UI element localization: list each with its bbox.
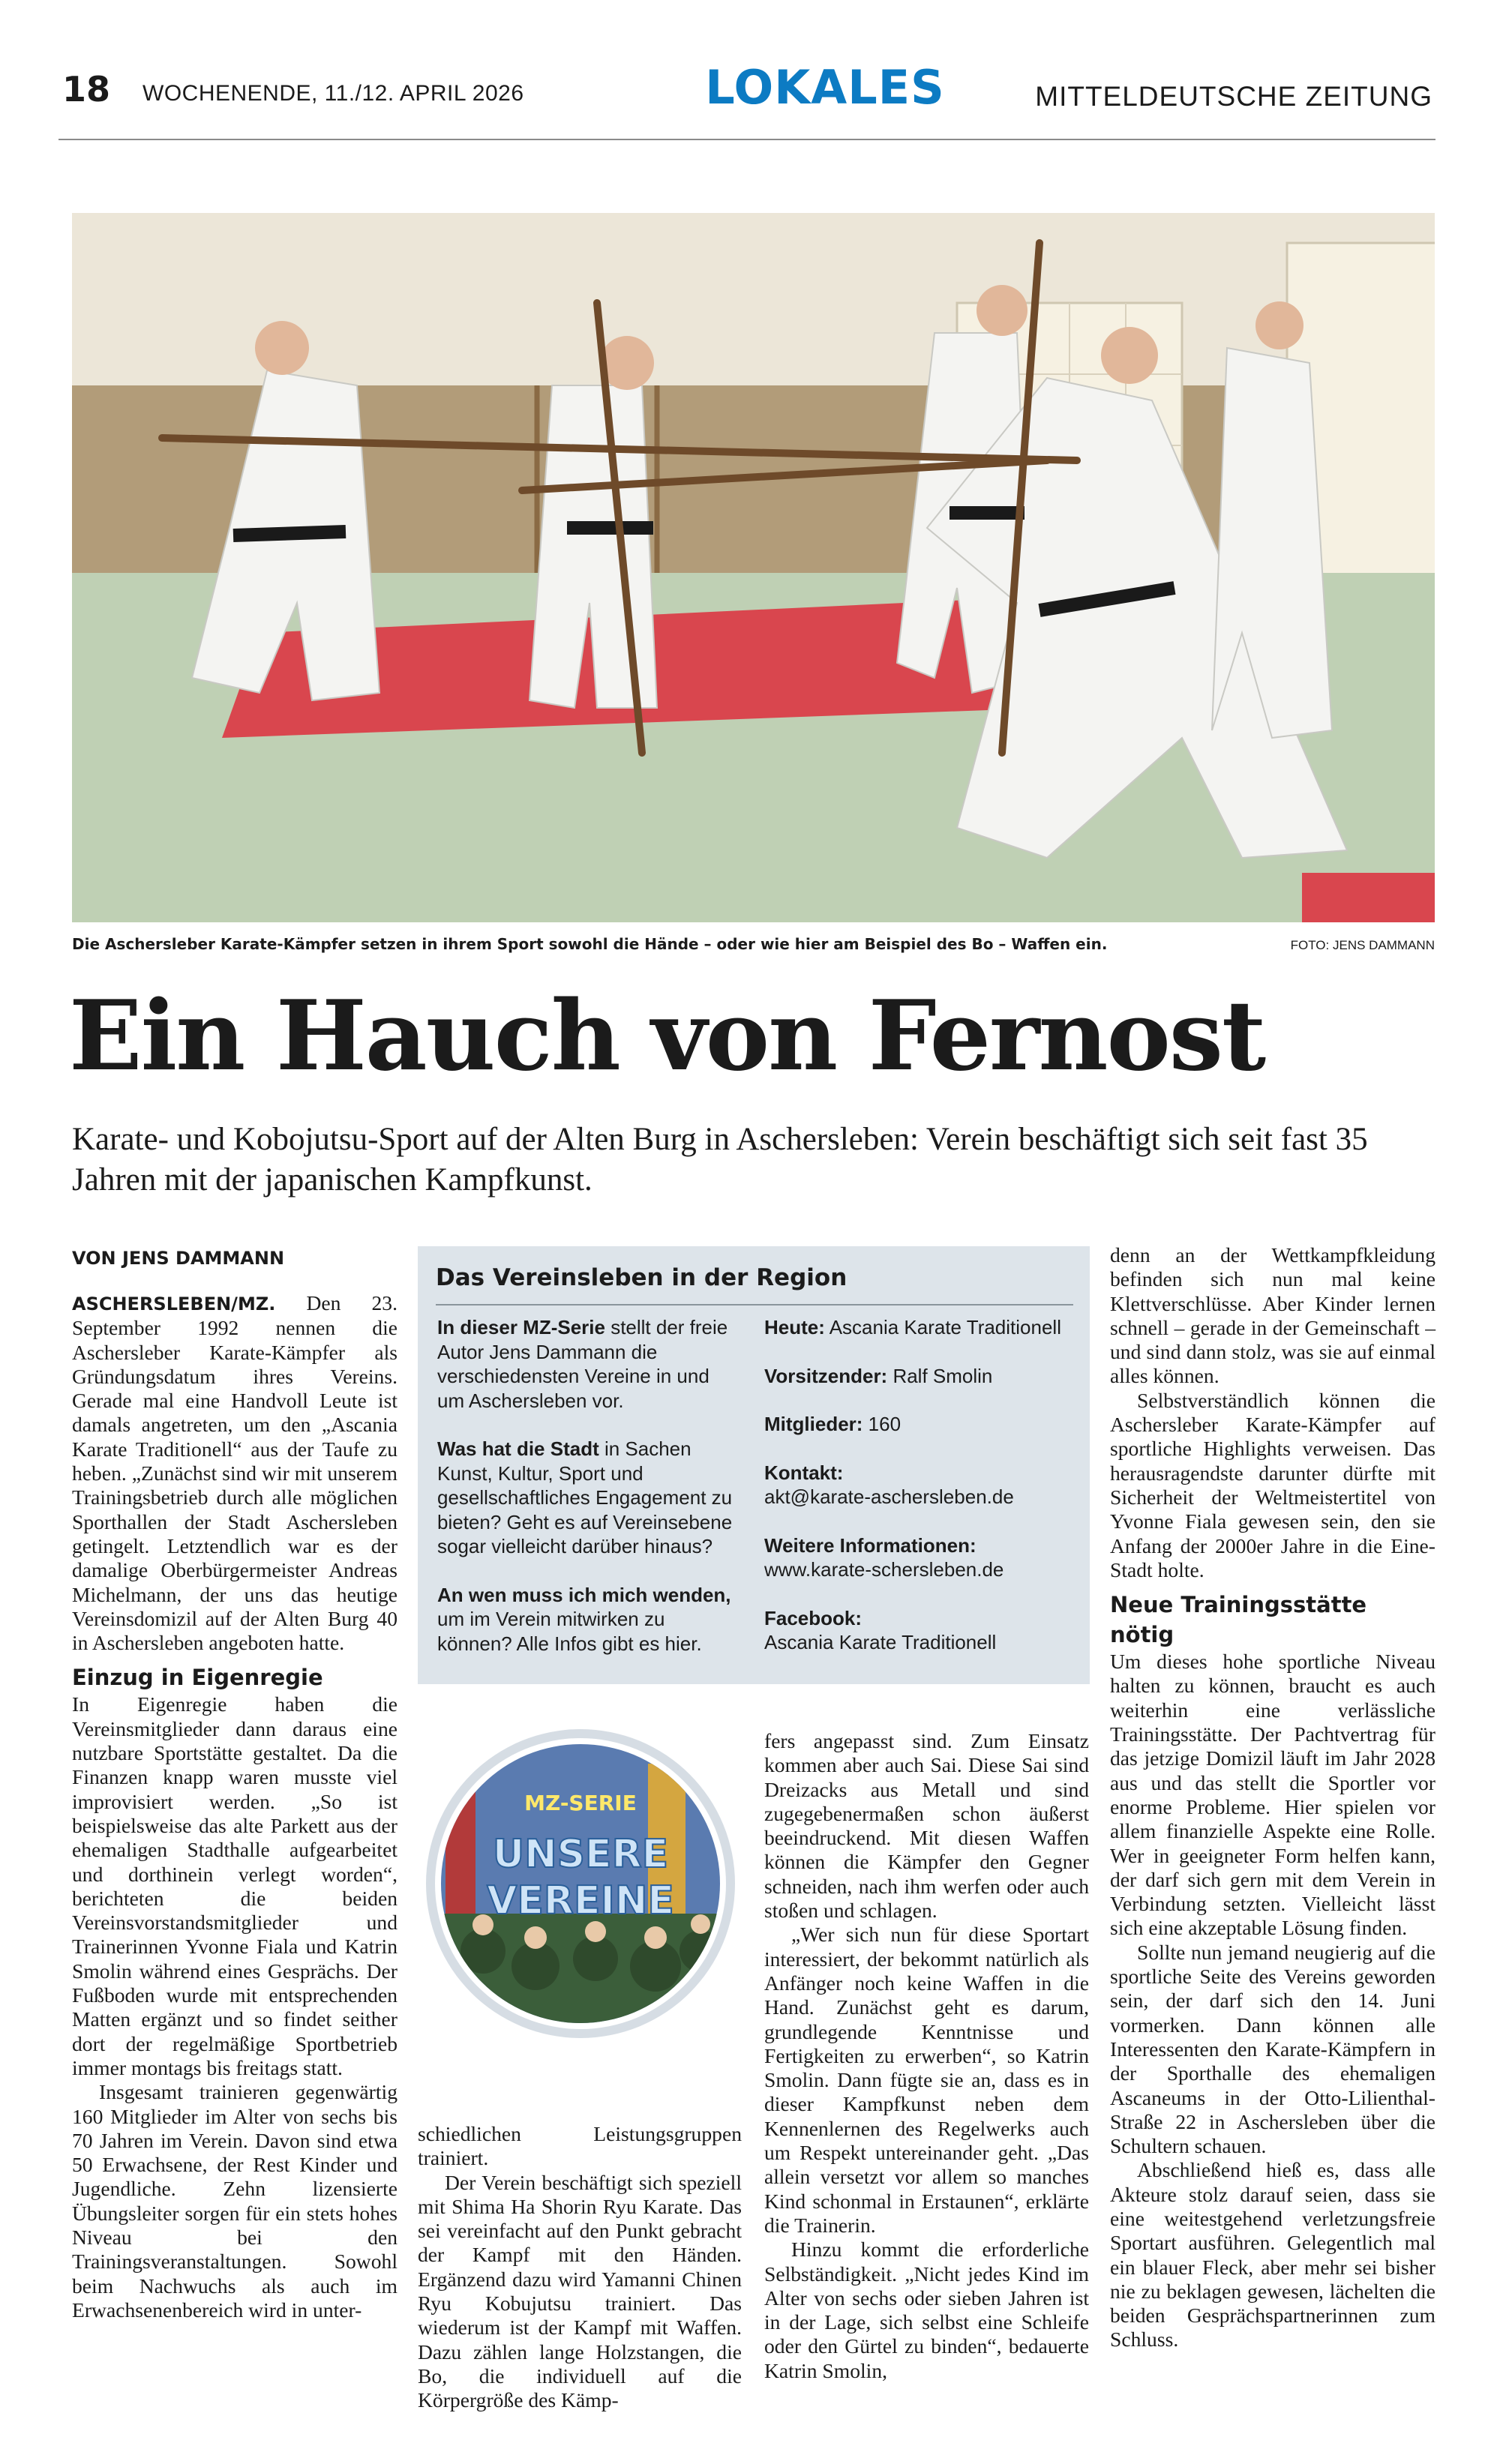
fact-kontakt: Kontakt: akt@karate-aschersleben.de xyxy=(764,1461,1079,1509)
info-paragraph: In dieser MZ-Serie stellt der freie Autor Jens Dammann die verschiedensten Vereine in und um Aschersleben vor. xyxy=(437,1316,728,1412)
headline: Ein Hauch von Fernost xyxy=(69,980,1265,1093)
series-badge xyxy=(423,1726,738,2041)
subheadline: Karate- und Kobojutsu-Sport auf der Alten Burg in Aschersleben: Verein beschäftigt sich seit fast 35 Jahren mit der japanischen Kampfkunst. xyxy=(72,1122,1368,1198)
info-paragraph: An wen muss ich mich wenden, um im Verein mitwirken zu können? Alle Infos gibt es hier. xyxy=(437,1583,731,1655)
info-box-intro xyxy=(437,1315,737,1680)
masthead-rule xyxy=(58,139,1436,140)
dateline: ASCHERSLEBEN/MZ. xyxy=(72,1293,276,1314)
paragraph: Der Verein beschäftigt sich speziell mit Shima Ha Shorin Ryu Karate. Das sei vereinfacht auf den Punkt gebracht der Kampf mit den Händen. Ergänzend dazu wird Yamanni Chinen Ryu Kobujutsu trainiert. Das wiederum ist der Kampf mit Waffen. Dazu zählen lange Holzstangen, die Bo, die individuell auf die Körpergröße des Kämp- xyxy=(418,2170,742,2412)
article-photo xyxy=(72,213,1435,922)
paragraph: Sollte nun jemand neugierig auf die sportliche Seite des Vereins geworden sein, der darf sich den 14. Juni vormerken. Dann können alle Interessenten den Karate-Kämpfern in der Sporthalle des ehemaligen Ascaneums in der Otto-Lilienthal-Straße 22 in Aschersleben über die Schultern schauen. xyxy=(1110,1940,1436,2158)
info-box-facts xyxy=(764,1315,1079,1679)
section-title: LOKALES xyxy=(705,60,945,115)
paragraph: Insgesamt trainieren gegenwärtig 160 Mitglieder im Alter von sechs bis 70 Jahren im Verein. Davon sind etwa 50 Erwachsene, der Rest Kinder und Jugendliche. Zehn lizensierte Übungsleiter sorgen für ein stets hohes Niveau bei den Trainingsveranstaltungen. Sowohl beim Nachwuchs als auch im Erwachsenenbereich wird in unter- xyxy=(72,2080,398,2322)
article-column-1 xyxy=(72,1291,398,2322)
subheading: Neue Trainingsstätte nötig xyxy=(1110,1592,1367,1648)
fact-vorsitzender: Vorsitzender: Ralf Smolin xyxy=(764,1364,993,1387)
paragraph: ASCHERSLEBEN/MZ. Den 23. September 1992 nennen die Aschersleber Karate-Kämpfer als Gründungsdatum ihres Vereins. Gerade mal eine Handvoll Leute ist damals angetreten, um den „Ascania Karate Traditionell“ aus der Taufe zu heben. „Zunächst sind wir mit unserem Trainingsbetrieb durch alle möglichen Sporthallen der Stadt Aschersleben getingelt. Letztendlich war es der damalige Oberbürgermeister Andreas Michelmann, der uns das heutige Vereinsdomizil auf der Alten Burg 40 in Aschersleben angeboten hatte. xyxy=(72,1291,398,1655)
article-column-3 xyxy=(764,1729,1089,2383)
fact-facebook: Facebook: Ascania Karate Traditionell xyxy=(764,1606,997,1653)
article-column-2 xyxy=(418,2122,742,2413)
info-box-divider xyxy=(436,1304,1073,1305)
contact-email[interactable]: akt@karate-aschersleben.de xyxy=(764,1485,1014,1508)
paragraph: denn an der Wettkampfkleidung befinden sich nun mal keine Klettverschlüsse. Aber Kinder lernen schnell – gerade in der Gemeinschaft – und sind dann stolz, was sie auf einmal alles können. xyxy=(1110,1243,1436,1388)
info-paragraph: Was hat die Stadt in Sachen Kunst, Kultur, Sport und gesellschaftliches Engagement zu bieten? Geht es auf Vereinsebene sogar vielleicht darüber hinaus? xyxy=(437,1437,733,1557)
paragraph: In Eigenregie haben die Vereinsmitglieder dann daraus eine nutzbare Sportstätte gestaltet. Da die Finanzen knapp waren musste viel improvisiert werden. „So ist beispielsweise das alte Parkett aus der ehemaligen Stadthalle aufgearbeitet und dorthinein verlegt worden“, berichteten die beiden Vereinsvorstandsmitglieder und Trainerinnen Yvonne Fiala und Katrin Smolin während eines Gesprächs. Der Fußboden wurde mit entsprechenden Matten ergänzt und so findet seither dort der regelmäßige Sportbetrieb immer montags bis freitags statt. xyxy=(72,1692,398,2079)
paragraph: „Wer sich nun für diese Sportart interessiert, der bekommt natürlich als Anfänger noch keine Waffen in die Hand. Zunächst geht es darum, grundlegende Kenntnisse und Fertigkeiten zu erwerben“, so Katrin Smolin. Dann fügte sie an, dass es in dieser Kampfkunst neben dem Kennenlernen des Regelwerks auch um Respekt untereinander geht. „Das allein versetzt vor allem so manches Kind schonmal in Erstaunen“, erklärte die Trainerin. xyxy=(764,1923,1089,2237)
issue-date: WOCHENENDE, 11./12. APRIL 2026 xyxy=(142,81,524,106)
fact-weitere: Weitere Informationen: www.karate-schersleben.de xyxy=(764,1533,1079,1582)
info-box xyxy=(418,1246,1090,1684)
newspaper-name: MITTELDEUTSCHE ZEITUNG xyxy=(1035,81,1432,112)
paragraph: schiedlichen Leistungsgruppen trainiert. xyxy=(418,2122,742,2170)
paragraph: Um dieses hohe sportliche Niveau halten zu können, braucht es auch weiterhin eine verlässliche Trainingsstätte. Der Pachtvertrag für das jetzige Domizil läuft im Jahr 2028 aus und das stellt die Sportler vor enorme Probleme. Hier spielen vor allem finanzielle Aspekte eine Rolle. Wer in geeigneter Form helfen kann, der darf sich gern mit dem Verein in Verbindung setzten. Vielleicht lässt sich eine akzeptable Lösung finden. xyxy=(1110,1650,1436,1940)
info-box-title: Das Vereinsleben in der Region xyxy=(436,1264,848,1291)
photo-caption: Die Aschersleber Karate-Kämpfer setzen in ihrem Sport sowohl die Hände – oder wie hier am Beispiel des Bo – Waffen ein. xyxy=(72,935,1108,953)
paragraph: Abschließend hieß es, dass alle Akteure stolz darauf seien, dass sie eine weitestgehend verletzungsfreie Sportart ausführen. Gelegentlich mal ein blauer Fleck, aber mehr sei bisher nie zu beklagen gewesen, lächelten die beiden Gesprächspartnerinnen zum Schluss. xyxy=(1110,2158,1436,2352)
fact-mitglieder: Mitglieder: 160 xyxy=(764,1413,902,1435)
badge-line-2: VEREINE xyxy=(487,1878,674,1923)
website-link[interactable]: www.karate-schersleben.de xyxy=(764,1558,1004,1581)
paragraph: Selbstverständlich können die Aschersleber Karate-Kämpfer auf sportliche Highlights verweisen. Das herausragendste darunter dürfte mit Sicherheit der Weltmeistertitel von Yvonne Fiala gewesen sein, den sie Anfang der 2000er Jahre in die Eine-Stadt holte. xyxy=(1110,1388,1436,1581)
article-column-4 xyxy=(1110,1243,1436,2352)
fact-heute: Heute: Ascania Karate Traditionell xyxy=(764,1316,1061,1338)
byline: VON JENS DAMMANN xyxy=(72,1248,285,1269)
badge-series-label: MZ-SERIE xyxy=(524,1791,637,1815)
paragraph: Hinzu kommt die erforderliche Selbständigkeit. „Nicht jedes Kind im Alter von sechs oder sieben Jahren ist in der Lage, sich selbst eine Schleife oder den Gürtel zu binden“, bedauerte Katrin Smolin, xyxy=(764,2238,1089,2382)
photo-credit: FOTO: JENS DAMMANN xyxy=(1290,938,1435,952)
paragraph: fers angepasst sind. Zum Einsatz kommen aber auch Sai. Diese Sai sind Dreizacks aus Metall und sind zugegebenermaßen schon äußerst beeindruckend. Mit diesen Waffen können die Kämpfer den Gegner schneiden, nach ihm werfen oder auch stoßen und schlagen. xyxy=(764,1729,1089,1923)
subheading: Einzug in Eigenregie xyxy=(72,1665,323,1691)
badge-line-1: UNSERE xyxy=(492,1832,669,1877)
page-number: 18 xyxy=(62,69,111,109)
